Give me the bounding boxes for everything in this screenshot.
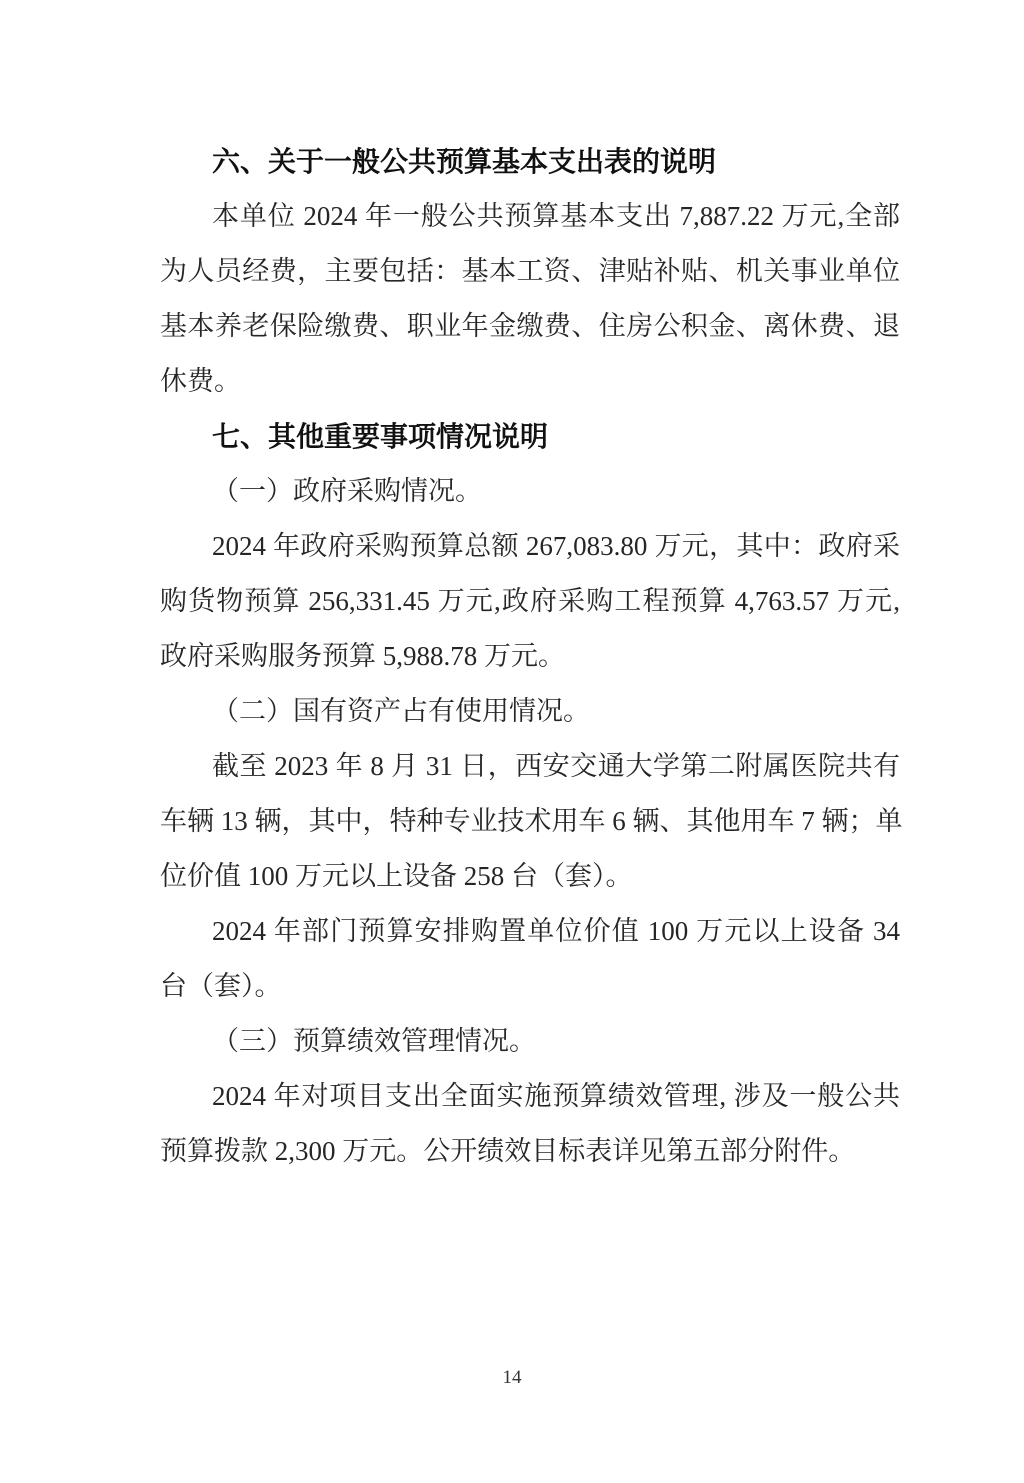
para-state-assets-line-2: 车辆 13 辆，其中，特种专业技术用车 6 辆、其他用车 7 辆；单: [160, 806, 903, 836]
para-basic-expenditure-line-1: 本单位 2024 年一般公共预算基本支出 7,887.22 万元,全部: [212, 201, 900, 231]
page-number: 14: [502, 1367, 522, 1388]
para-gov-procurement-line-2: 购货物预算 256,331.45 万元,政府采购工程预算 4,763.57 万元,: [160, 586, 900, 616]
para-gov-procurement-line-3: 政府采购服务预算 5,988.78 万元。: [160, 641, 565, 671]
heading-section-seven: 七、其他重要事项情况说明: [212, 421, 549, 452]
para-basic-expenditure-line-3: 基本养老保险缴费、职业年金缴费、住房公积金、离休费、退: [160, 311, 900, 341]
para-basic-expenditure-line-4: 休费。: [160, 366, 241, 396]
subheading-state-assets: （二）国有资产占有使用情况。: [212, 696, 590, 726]
heading-section-six: 六、关于一般公共预算基本支出表的说明: [212, 146, 717, 177]
para-gov-procurement-line-1: 2024 年政府采购预算总额 267,083.80 万元，其中：政府采: [212, 531, 900, 561]
para-budget-performance-line-2: 预算拨款 2,300 万元。公开绩效目标表详见第五部分附件。: [160, 1136, 856, 1166]
document-body: [160, 134, 903, 1179]
para-budget-performance-line-1: 2024 年对项目支出全面实施预算绩效管理, 涉及一般公共: [212, 1081, 900, 1111]
para-equipment-purchase-line-2: 台（套）。: [160, 971, 282, 1001]
para-state-assets-line-3: 位价值 100 万元以上设备 258 台（套）。: [160, 861, 633, 891]
para-basic-expenditure-line-2: 为人员经费，主要包括：基本工资、津贴补贴、机关事业单位: [160, 256, 900, 286]
para-state-assets-line-1: 截至 2023 年 8 月 31 日，西安交通大学第二附属医院共有: [212, 751, 900, 781]
para-equipment-purchase-line-1: 2024 年部门预算安排购置单位价值 100 万元以上设备 34: [212, 916, 900, 946]
subheading-gov-procurement: （一）政府采购情况。: [212, 476, 482, 506]
subheading-budget-performance: （三）预算绩效管理情况。: [212, 1026, 536, 1056]
